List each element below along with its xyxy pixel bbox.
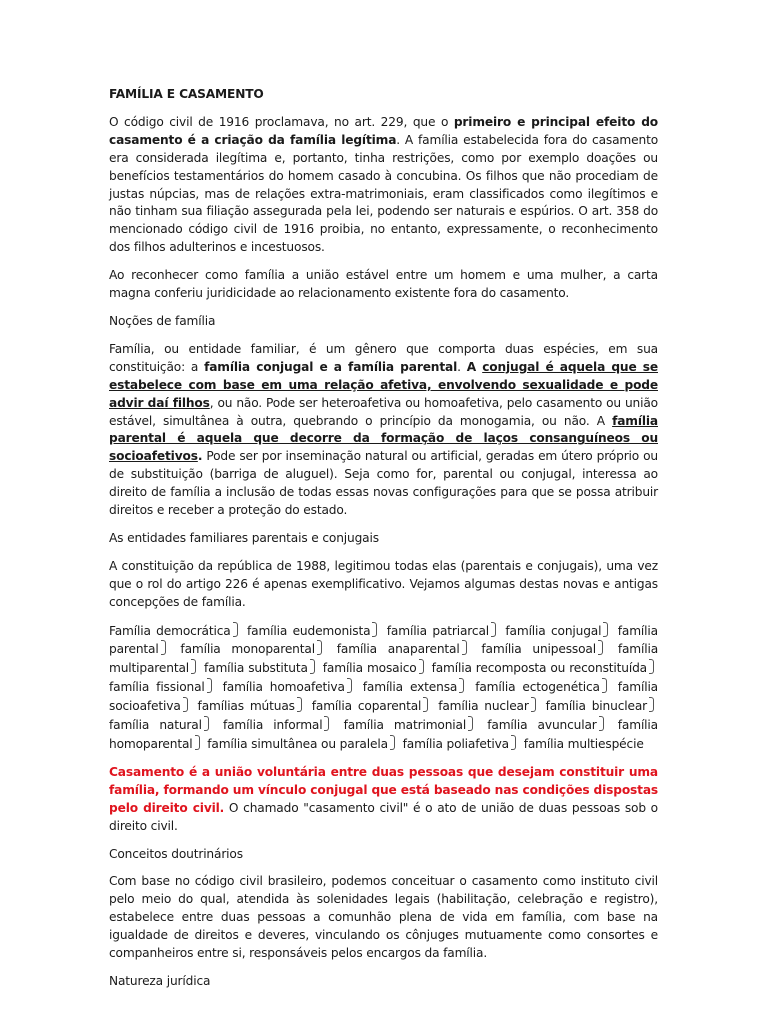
familia-item: família matrimonial bbox=[343, 718, 467, 733]
familia-item: família ectogenética bbox=[475, 680, 600, 695]
bracket-separator-icon bbox=[602, 678, 607, 693]
p3-bold-h: . bbox=[197, 449, 203, 464]
bracket-separator-icon bbox=[462, 640, 467, 655]
familia-item: família homoparental bbox=[109, 718, 658, 751]
bracket-separator-icon bbox=[459, 678, 464, 693]
document-page bbox=[109, 86, 658, 1001]
bracket-separator-icon bbox=[598, 640, 603, 655]
paragraph-codigo-1916 bbox=[109, 114, 658, 257]
familia-item: família coparental bbox=[311, 699, 422, 714]
bracket-separator-icon bbox=[183, 697, 188, 712]
bracket-separator-icon bbox=[310, 659, 315, 674]
p3-text-i: Pode ser por inseminação natural ou artificial, geradas em útero próprio ou de substituição (barriga de aluguel). Seja como for, parental ou conjugal, interessa ao direito de família a inclusão de todas essas novas configurações para que se possa atribuir direitos e receber a proteção do estado. bbox=[109, 449, 658, 518]
paragraph-constituicao-1988: A constituição da república de 1988, legitimou todas elas (parentais e conjugais), uma vez que o rol do artigo 226 é apenas exemplificativo. Vejamos algumas destas novas e antigas concepções de família. bbox=[109, 558, 658, 609]
bracket-separator-icon bbox=[347, 678, 352, 693]
familia-item: família eudemonista bbox=[246, 623, 371, 638]
bracket-separator-icon bbox=[317, 640, 322, 655]
familia-item: família mosaico bbox=[322, 661, 417, 676]
familia-item: família avuncular bbox=[487, 718, 597, 733]
paragraph-conceitos: Com base no código civil brasileiro, podemos conceituar o casamento como instituto civil pelo meio do qual, atendida às solenidades legais (habilitação, celebração e registro), estabelece entre duas pessoas a comunhão plena de vida em família, com base na igualdade de direitos e deveres, vinculando os cônjuges mutuamente como consortes e companheiros entre si, responsáveis pelos encargos da família. bbox=[109, 874, 658, 961]
bracket-separator-icon bbox=[599, 716, 604, 731]
bracket-separator-icon bbox=[649, 697, 654, 712]
document-title: FAMÍLIA E CASAMENTO bbox=[109, 87, 264, 101]
bracket-separator-icon bbox=[233, 622, 238, 637]
bracket-separator-icon bbox=[324, 716, 329, 731]
familia-item: família simultânea ou paralela bbox=[207, 737, 388, 751]
familia-item: família poliafetiva bbox=[402, 737, 509, 751]
bracket-separator-icon bbox=[297, 697, 302, 712]
bracket-separator-icon bbox=[423, 697, 428, 712]
bracket-separator-icon bbox=[204, 716, 209, 731]
p3-underline-parental: família parental é aquela que decorre da formação de laços consanguíneos ou socioafetivos bbox=[109, 413, 658, 464]
familia-item: família nuclear bbox=[438, 699, 529, 714]
bracket-separator-icon bbox=[491, 622, 496, 637]
familia-item: família extensa bbox=[362, 680, 458, 695]
familia-item: família socioafetiva bbox=[109, 680, 659, 714]
bracket-separator-icon bbox=[531, 697, 536, 712]
p1-text-c: . A família estabelecida fora do casamento era considerada ilegítima e, portanto, tinha restrições, como por exemplo doações ou benefícios testamentários do homem casado à concubina. Os filhos que não procediam de justas núpcias, mas de relações extra-matrimoniais, eram classificados como ilegítimos e não tinham sua filiação assegurada pela lei, podendo ser naturais e espúrios. O art. 358 do mencionado código civil de 1916 proibia, no entanto, expressamente, o reconhecimento dos filhos adulterinos e incestuosos. bbox=[109, 132, 659, 255]
bracket-separator-icon bbox=[468, 716, 473, 731]
familia-item: família homoafetiva bbox=[222, 680, 345, 695]
p1-bold: primeiro e principal efeito do casamento é a criação da família legítima bbox=[109, 114, 658, 147]
paragraph-entidade-familiar bbox=[109, 341, 658, 520]
familia-item: família multiespécie bbox=[523, 737, 644, 751]
bracket-separator-icon bbox=[511, 735, 516, 750]
familia-item: família binuclear bbox=[545, 699, 648, 714]
familia-item: família multiparental bbox=[109, 642, 659, 676]
heading-conceitos: Conceitos doutrinários bbox=[109, 846, 243, 861]
familia-item: família informal bbox=[222, 718, 323, 733]
casamento-definicao-red: Casamento é a união voluntária entre duas pessoas que desejam constituir uma família, formando um vínculo conjugal que está baseado nas condições dispostas pelo direito civil. bbox=[109, 764, 658, 815]
familias-list bbox=[109, 622, 658, 754]
bracket-separator-icon bbox=[603, 622, 608, 637]
bracket-separator-icon bbox=[649, 659, 654, 674]
familia-item: família monoparental bbox=[180, 642, 315, 657]
p3-bold-b: família conjugal e a família parental bbox=[204, 359, 458, 374]
p1-text-a: O código civil de 1916 proclamava, no art. 229, que o bbox=[109, 114, 454, 129]
heading-natureza: Natureza jurídica bbox=[109, 973, 211, 988]
bracket-separator-icon bbox=[191, 659, 196, 674]
familia-item: família unipessoal bbox=[481, 642, 596, 657]
p3-text-a: Família, ou entidade familiar, é um gênero que comporta duas espécies, em sua constituição: a bbox=[109, 341, 658, 374]
familia-item: família patriarcal bbox=[386, 623, 490, 638]
bracket-separator-icon bbox=[195, 735, 200, 750]
familia-item: família parental bbox=[109, 623, 658, 657]
familia-item: família natural bbox=[109, 718, 202, 733]
familia-item: família fissional bbox=[109, 680, 205, 695]
p3-underline-conjugal: conjugal é aquela que se estabelece com base em uma relação afetiva, envolvendo sexualidade e pode advir daí filhos bbox=[109, 359, 658, 410]
paragraph-casamento-definicao bbox=[109, 764, 658, 836]
p3-bold-d: A bbox=[466, 359, 483, 374]
familia-item: família substituta bbox=[204, 661, 308, 676]
p3-text-c: . bbox=[457, 359, 467, 374]
familia-item: família anaparental bbox=[336, 642, 460, 657]
familia-item: Família democrática bbox=[109, 623, 231, 638]
familia-item: família recomposta ou reconstituída bbox=[431, 661, 647, 676]
bracket-separator-icon bbox=[390, 735, 395, 750]
familia-item: famílias mútuas bbox=[197, 699, 295, 714]
paragraph-uniao-estavel: Ao reconhecer como família a união estável entre um homem e uma mulher, a carta magna conferiu juridicidade ao relacionamento existente fora do casamento. bbox=[109, 268, 658, 301]
bracket-separator-icon bbox=[372, 622, 377, 637]
bracket-separator-icon bbox=[419, 659, 424, 674]
familia-item: família conjugal bbox=[505, 623, 602, 638]
heading-entidades: As entidades familiares parentais e conjugais bbox=[109, 530, 379, 545]
bracket-separator-icon bbox=[161, 640, 166, 655]
bracket-separator-icon bbox=[207, 678, 212, 693]
p3-text-f: , ou não. Pode ser heteroafetiva ou homoafetiva, pelo casamento ou união estável, simultânea à outra, quebrando o princípio da monogamia, ou não. A bbox=[109, 395, 658, 428]
heading-nocoes: Noções de família bbox=[109, 313, 216, 328]
casamento-civil-text: O chamado "casamento civil" é o ato de união de duas pessoas sob o direito civil. bbox=[109, 800, 658, 833]
